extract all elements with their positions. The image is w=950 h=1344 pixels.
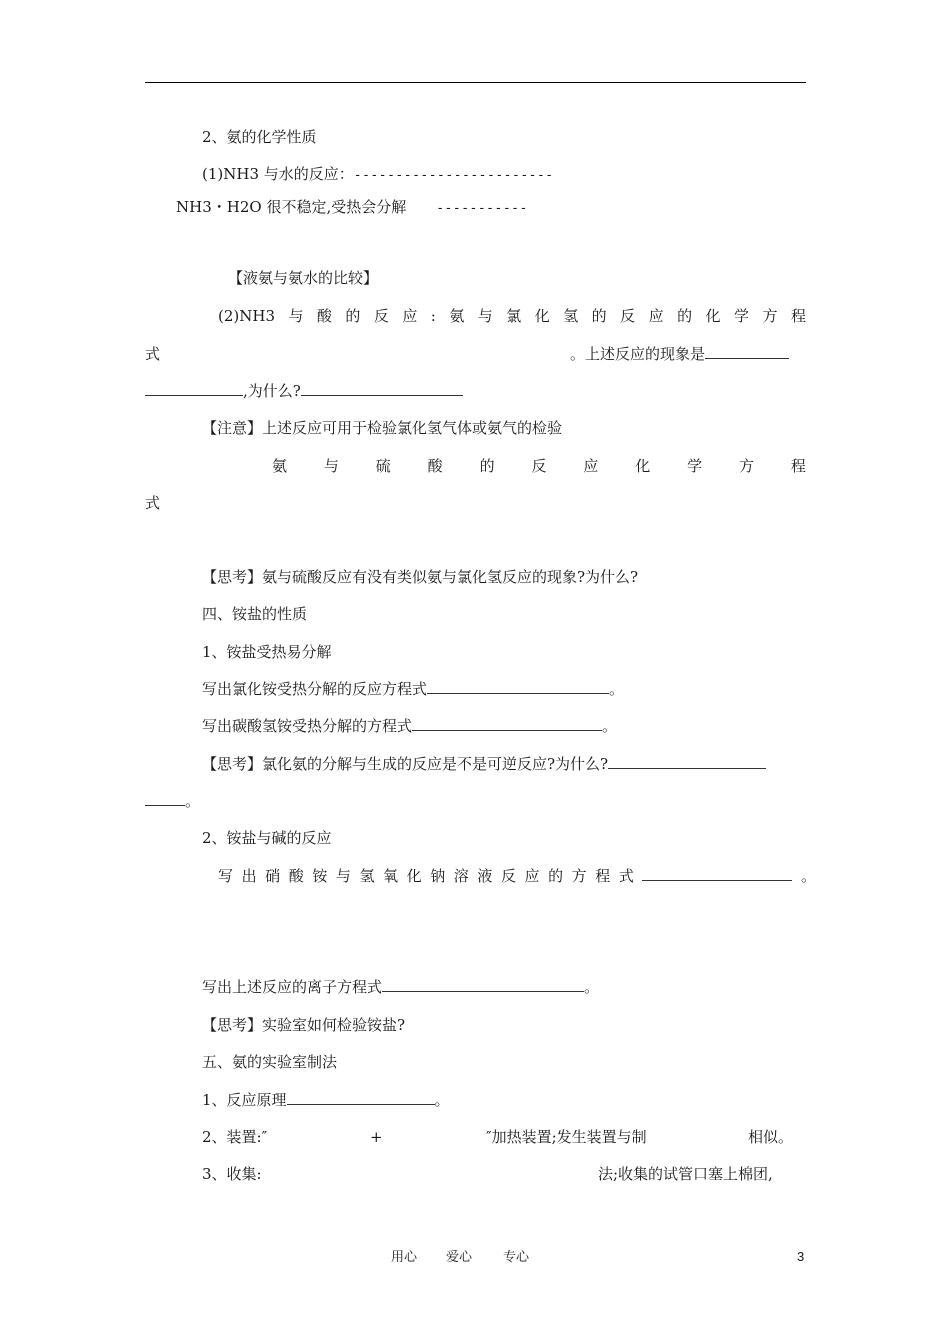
- text: 式: [145, 345, 161, 363]
- justified-char: 的: [677, 307, 693, 325]
- justified-char: 氢: [563, 307, 579, 325]
- justified-char: 氨: [449, 307, 465, 325]
- justified-char: 氯: [506, 307, 522, 325]
- justified-char: 的: [479, 457, 495, 475]
- justified-line: [218, 306, 806, 326]
- text: 。: [584, 978, 600, 996]
- footer-motto-1: 用心: [391, 1249, 418, 1264]
- justified-char: 与: [335, 867, 351, 885]
- dash-blank: -----------: [436, 201, 528, 216]
- answer-blank: [145, 791, 185, 806]
- text: NH3・H2O 很不稳定,受热会分解: [176, 198, 407, 216]
- text-line: [570, 344, 789, 364]
- text: ,为什么?: [243, 382, 301, 400]
- justified-char: 出: [241, 867, 257, 885]
- justified-char: 反: [500, 867, 516, 885]
- justified-char: 与: [477, 307, 493, 325]
- justified-char: 反: [373, 307, 389, 325]
- answer-blank: [427, 679, 609, 694]
- justified-char: 的: [548, 867, 564, 885]
- justified-char: 写: [218, 867, 234, 885]
- text: 。: [609, 680, 625, 698]
- text-line: [202, 1090, 450, 1110]
- justified-char: 的: [345, 307, 361, 325]
- text: (1)NH3 与水的反应：: [202, 165, 354, 183]
- subsection-heading: 2、铵盐与碱的反应: [202, 829, 332, 847]
- text: 相似。: [748, 1128, 794, 1146]
- text: 式: [145, 494, 161, 512]
- text-line: [176, 197, 528, 219]
- justified-char: 硝: [265, 867, 281, 885]
- section-heading: 四、铵盐的性质: [202, 605, 308, 623]
- justified-char: 程: [595, 867, 611, 885]
- justified-char: 溶: [453, 867, 469, 885]
- subsection-heading: 1、铵盐受热易分解: [202, 643, 332, 661]
- text-line: [202, 716, 617, 736]
- justified-line: [272, 456, 806, 476]
- text: +: [370, 1128, 383, 1146]
- text: 。: [434, 1091, 450, 1109]
- justified-char: 方: [739, 457, 755, 475]
- justified-char: 应: [402, 307, 418, 325]
- justified-char: 应: [583, 457, 599, 475]
- text: 。: [602, 717, 618, 735]
- text: 写出氯化铵受热分解的反应方程式: [202, 680, 428, 698]
- think-line: [202, 754, 766, 774]
- justified-char: 的: [591, 307, 607, 325]
- text: 。: [185, 792, 201, 810]
- justified-char: 酸: [316, 307, 332, 325]
- justified-char: 应: [648, 307, 664, 325]
- justified-char: 氧: [383, 867, 399, 885]
- justified-char: 铵: [312, 867, 328, 885]
- answer-blank: [642, 866, 792, 881]
- justified-char: 与: [288, 307, 304, 325]
- justified-char: 式: [618, 867, 634, 885]
- text-line: [202, 164, 554, 186]
- text: 【思考】氯化氨的分解与生成的反应是不是可逆反应?为什么?: [202, 755, 609, 773]
- text-line: [202, 977, 599, 997]
- answer-blank: [287, 1090, 435, 1105]
- justified-char: 方: [571, 867, 587, 885]
- text: 写出碳酸氢铵受热分解的方程式: [202, 717, 413, 735]
- justified-char: 应: [524, 867, 540, 885]
- justified-char: 学: [687, 457, 703, 475]
- text: 1、反应原理: [202, 1091, 287, 1109]
- note-line: 【注意】上述反应可用于检验氯化氢气体或氨气的检验: [202, 419, 563, 437]
- justified-char: 化: [705, 307, 721, 325]
- bracket-heading: 【液氨与氨水的比较】: [228, 269, 379, 287]
- section-heading: 五、氨的实验室制法: [202, 1053, 338, 1071]
- justified-char: :: [430, 307, 436, 325]
- text: 写出上述反应的离子方程式: [202, 978, 383, 996]
- answer-blank: [608, 754, 766, 769]
- text: 2、装置:″: [202, 1128, 268, 1146]
- section-heading: 2、氨的化学性质: [202, 128, 317, 146]
- footer-motto-2: 爱心: [446, 1249, 473, 1264]
- justified-char: 化: [534, 307, 550, 325]
- text-line: [145, 381, 463, 401]
- answer-blank: [412, 716, 602, 731]
- justified-char: 。: [800, 867, 816, 885]
- answer-blank: [705, 344, 789, 359]
- answer-blank: [382, 977, 584, 992]
- text: 法;收集的试管口塞上棉团,: [598, 1165, 773, 1183]
- justified-char: 反: [531, 457, 547, 475]
- answer-blank: [301, 381, 463, 396]
- text: ″加热装置;发生装置与制: [486, 1128, 647, 1146]
- justified-char: 酸: [427, 457, 443, 475]
- text-line: [145, 791, 200, 811]
- justified-char: 反: [620, 307, 636, 325]
- dash-blank: ------------------------: [353, 168, 554, 183]
- think-line: 【思考】氨与硫酸反应有没有类似氨与氯化氢反应的现象?为什么?: [202, 568, 639, 586]
- justified-char: 方: [762, 307, 778, 325]
- header-rule: [145, 82, 806, 83]
- think-line: 【思考】实验室如何检验铵盐?: [202, 1016, 406, 1034]
- justified-char: 钠: [430, 867, 446, 885]
- justified-char: 程: [790, 457, 806, 475]
- justified-char: 程: [790, 307, 806, 325]
- text: 。上述反应的现象是: [570, 345, 706, 363]
- text-line: [202, 679, 624, 699]
- text: 3、收集:: [202, 1165, 262, 1183]
- justified-char: 氨: [272, 457, 288, 475]
- justified-char: 化: [406, 867, 422, 885]
- justified-char: 氢: [359, 867, 375, 885]
- page-number: 3: [797, 1249, 805, 1264]
- justified-char: 液: [477, 867, 493, 885]
- justified-char: 与: [323, 457, 339, 475]
- justified-char: 化: [635, 457, 651, 475]
- footer-motto-3: 专心: [503, 1249, 530, 1264]
- justified-char: 酸: [288, 867, 304, 885]
- justified-line: [218, 866, 816, 886]
- justified-char: 硫: [375, 457, 391, 475]
- answer-blank: [145, 381, 243, 396]
- text: (2)NH3: [218, 307, 275, 325]
- justified-char: 学: [734, 307, 750, 325]
